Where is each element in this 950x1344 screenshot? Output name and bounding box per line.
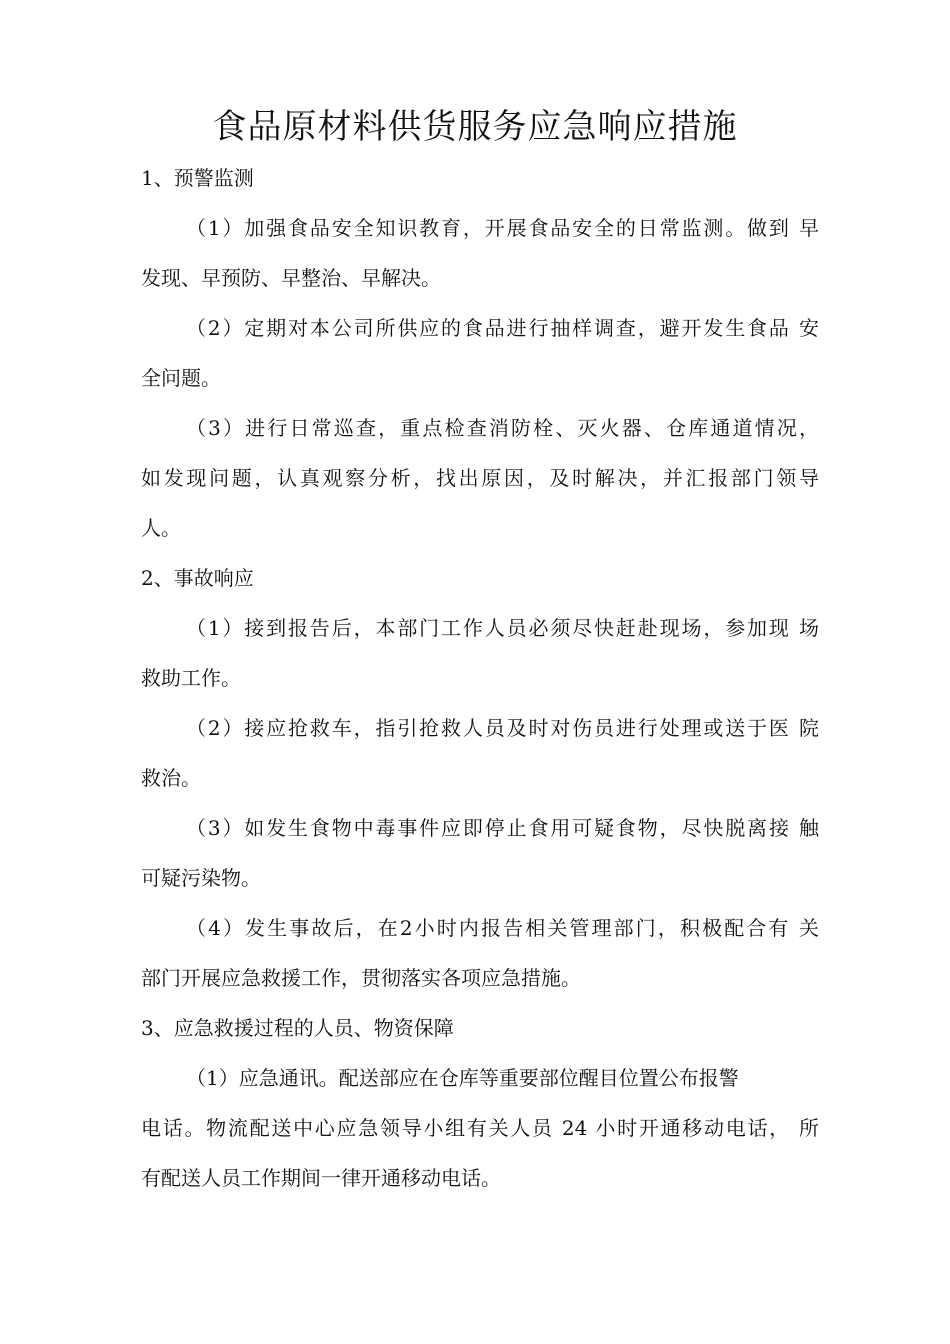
paragraph-line: （1）加强食品安全知识教育，开展食品安全的日常监测。做到 早 bbox=[186, 216, 819, 240]
paragraph-line: （4）发生事故后，在2小时内报告相关管理部门，积极配合有 关 bbox=[186, 916, 819, 940]
paragraph-line: （3）如发生食物中毒事件应即停止食用可疑食物，尽快脱离接 触 bbox=[186, 816, 819, 840]
paragraph-line: 可疑污染物。 bbox=[141, 866, 261, 890]
paragraph-line: 人。 bbox=[141, 516, 181, 540]
paragraph-line: 有配送人员工作期间一律开通移动电话。 bbox=[141, 1166, 501, 1190]
paragraph-line: 如发现问题，认真观察分析，找出原因，及时解决，并汇报部门领导 bbox=[141, 466, 819, 490]
paragraph-line: 救治。 bbox=[141, 766, 201, 790]
document-title: 食品原材料供货服务应急响应措施 bbox=[212, 107, 738, 147]
paragraph-line: 全问题。 bbox=[141, 366, 221, 390]
paragraph-line: 救助工作。 bbox=[141, 666, 241, 690]
section-heading-1: 1、预警监测 bbox=[141, 166, 254, 190]
section-heading-3: 3、应急救援过程的人员、物资保障 bbox=[141, 1016, 454, 1040]
section-heading-2: 2、事故响应 bbox=[141, 566, 254, 590]
paragraph-line: 发现、早预防、早整治、早解决。 bbox=[141, 266, 441, 290]
paragraph-line: （3）进行日常巡查，重点检查消防栓、灭火器、仓库通道情况， bbox=[186, 416, 819, 440]
paragraph-line: （1）接到报告后，本部门工作人员必须尽快赶赴现场，参加现 场 bbox=[186, 616, 819, 640]
paragraph-line: （2）定期对本公司所供应的食品进行抽样调查，避开发生食品 安 bbox=[186, 316, 819, 340]
paragraph-line: 部门开展应急救援工作，贯彻落实各项应急措施。 bbox=[141, 966, 581, 990]
paragraph-line: （2）接应抢救车，指引抢救人员及时对伤员进行处理或送于医 院 bbox=[186, 716, 819, 740]
paragraph-line: 电话。物流配送中心应急领导小组有关人员 24 小时开通移动电话， 所 bbox=[141, 1116, 819, 1140]
paragraph-line: （1）应急通讯。配送部应在仓库等重要部位醒目位置公布报警 bbox=[186, 1066, 739, 1090]
